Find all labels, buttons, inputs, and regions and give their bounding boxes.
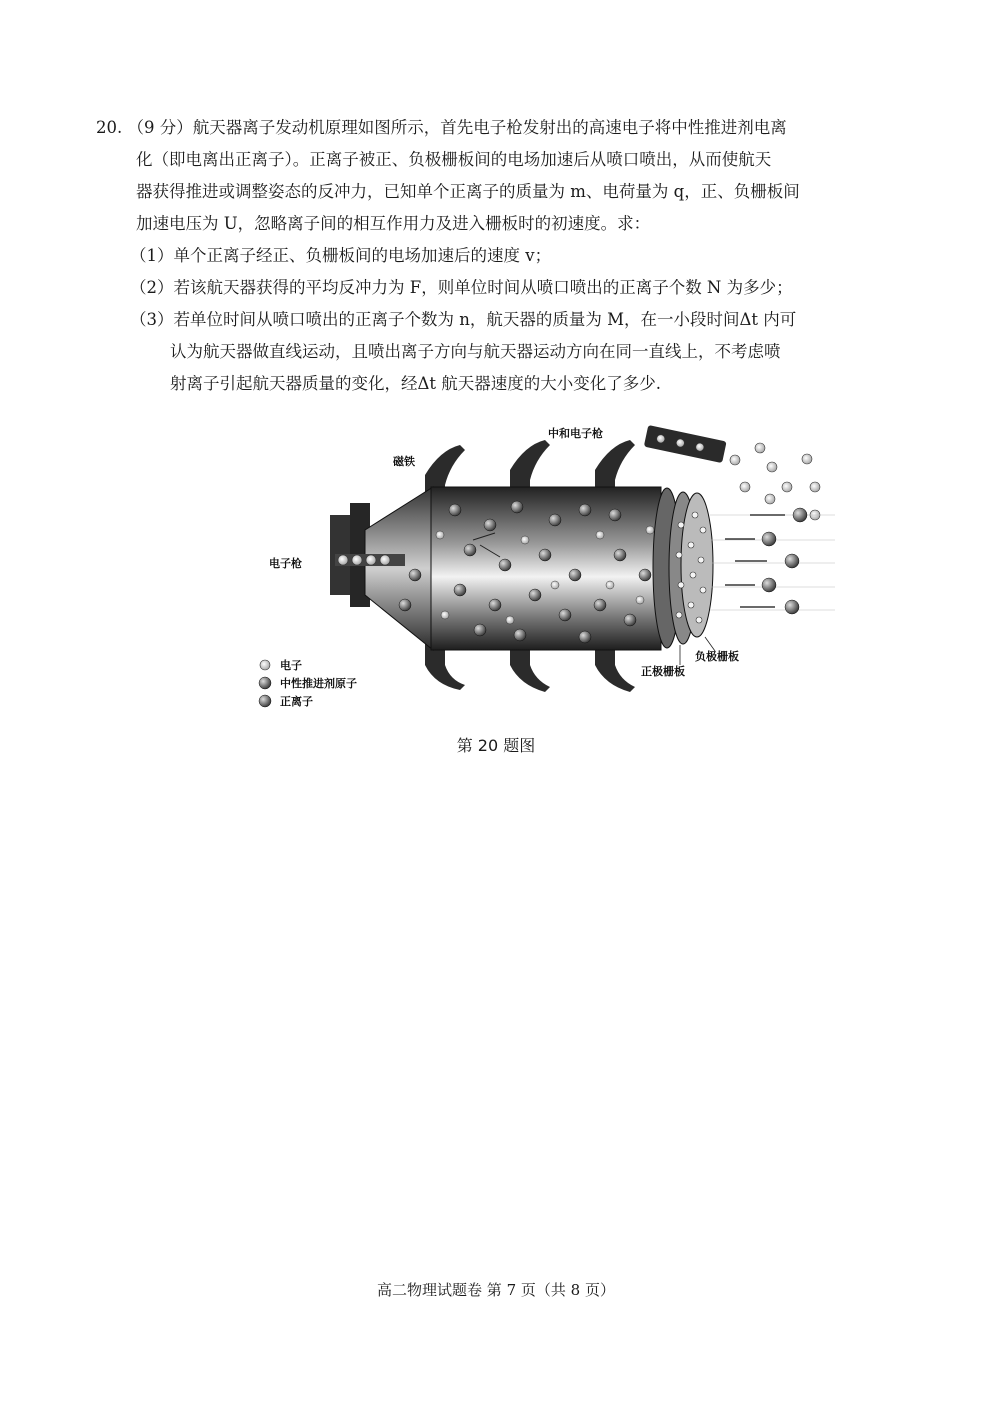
legend-neutral-atom: 中性推进剂原子 <box>280 677 357 690</box>
legend-electron: 电子 <box>280 659 302 672</box>
question-number: 20. <box>96 118 123 137</box>
ion-beam <box>710 508 835 614</box>
label-electron-gun: 电子枪 <box>269 557 302 570</box>
question-line-1: 20. （9 分）航天器离子发动机原理如图所示，首先电子枪发射出的高速电子将中性推进剂电离 <box>96 118 787 137</box>
sub-question-1: （1）单个正离子经正、负栅板间的电场加速后的速度 v； <box>130 246 552 265</box>
sub-question-3-line-1: （3）若单位时间从喷口喷出的正离子个数为 n，航天器的质量为 M，在一小段时间Δt 内可 <box>130 310 797 329</box>
question-line-2: 化（即电离出正离子）。正离子被正、负极栅板间的电场加速后从喷口喷出，从而使航天 <box>136 150 772 169</box>
page-footer: 高二物理试题卷 第 7 页（共 8 页） <box>377 1281 615 1299</box>
label-neutralizer: 中和电子枪 <box>548 427 603 440</box>
question-line-4: 加速电压为 U，忽略离子间的相互作用力及进入栅板时的初速度。求： <box>136 214 651 233</box>
figure-legend <box>259 658 357 708</box>
label-positive-grid: 正极栅板 <box>641 665 685 678</box>
sub-question-3-line-3: 射离子引起航天器质量的变化，经Δt 航天器速度的大小变化了多少. <box>170 374 662 393</box>
engine-cone <box>365 487 433 650</box>
question-20 <box>96 112 896 400</box>
emitted-electrons <box>730 443 820 520</box>
legend-positive-ion: 正离子 <box>280 695 313 708</box>
label-magnet: 磁铁 <box>393 455 415 468</box>
figure-caption: 第 20 题图 <box>456 736 536 755</box>
grid-plates <box>653 488 713 648</box>
sub-question-3-line-2: 认为航天器做直线运动，且喷出离子方向与航天器运动方向在同一直线上，不考虑喷 <box>170 342 781 361</box>
question-line-3: 器获得推进或调整姿态的反冲力，已知单个正离子的质量为 m、电荷量为 q，正、负栅板间 <box>136 182 800 201</box>
sub-question-2: （2）若该航天器获得的平均反冲力为 F，则单位时间从喷口喷出的正离子个数 N 为多少； <box>130 278 793 297</box>
engine-chamber <box>431 487 661 650</box>
neutralizer-gun <box>644 425 727 463</box>
label-negative-grid: 负极栅板 <box>695 650 739 663</box>
ion-engine-figure <box>255 415 855 715</box>
